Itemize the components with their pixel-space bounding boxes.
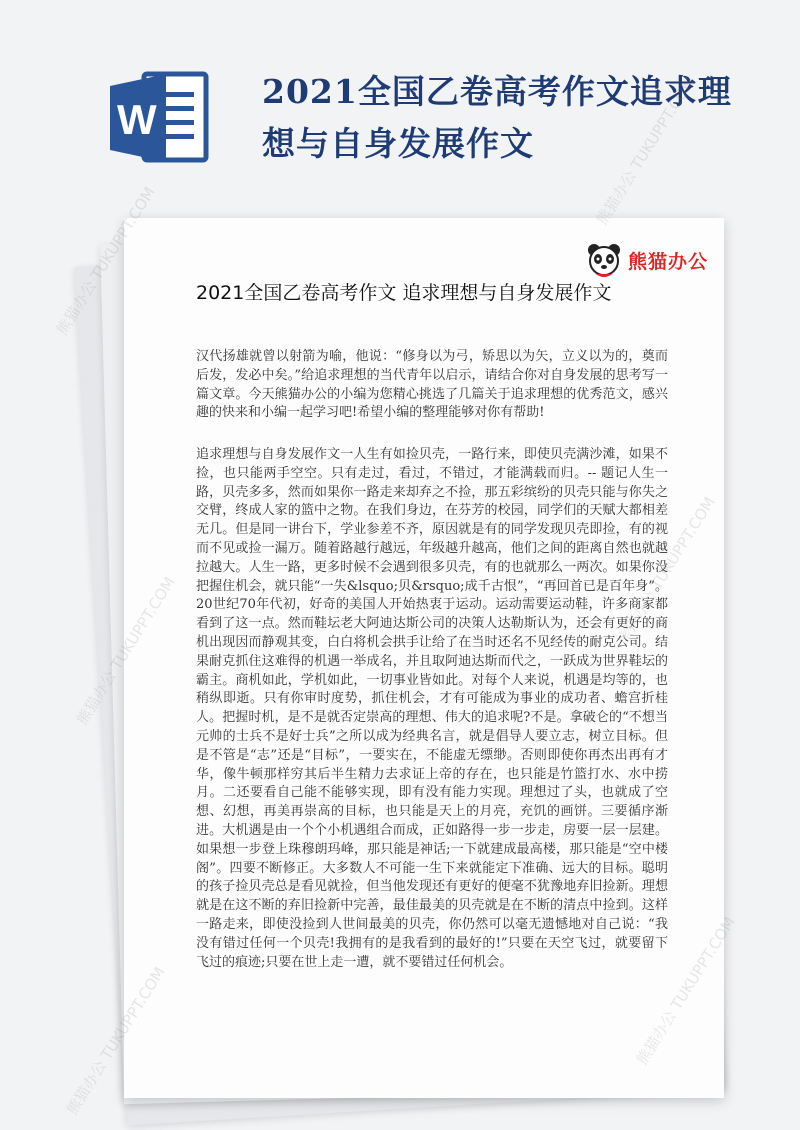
watermark: 熊猫办公 (72, 667, 121, 728)
watermark: 熊猫办公 TUKUPPT.COM (592, 73, 699, 228)
svg-text:W: W (117, 96, 157, 143)
essay-paragraph: 追求理想与自身发展作文一人生有如捡贝壳，一路行来，即使贝壳满沙滩，如果不捡，也只能两手空空。只有走过，看过，不错过，才能满载而归。-- 题记人生一路，贝壳多多，然而如果你一路走来却弃之不捡，那五彩缤纷的贝壳只能与你失之交臂，终成人家的篮中之物。在我们身边，在芬芳的校园，同学们的天赋大都相差无几。但是同一讲台下，学业参差不齐，原因就是有的同学发现贝壳即捡，有的视而不见或捡一漏万。随着路越行越远，年级越升越高，他们之间的距离自然也就越拉越大。人生一路，更多时候不会遇到很多贝壳，有的也就那么一两次。如果你没把握住机会，就只能“一失&lsquo;贝&rsquo;成千古恨”，“再回首已是百年身”。20世纪70年代初，好奇的美国人开始热衷于运动。运动需要运动鞋，许多商家都看到了这一点。然而鞋坛老大阿迪达斯公司的决策人达勒斯认为，还会有更好的商机出现因而静观其变，白白将机会拱手让给了在当时还名不见经传的耐克公司。结果耐克抓住这难得的机遇一举成名，并且取阿迪达斯而代之，一跃成为世界鞋坛的霸主。商机如此，学机如此，一切事业皆如此。对每个人来说，机遇是均等的，也稍纵即逝。只有你审时度势，抓住机会，才有可能成为事业的成功者、蟾宫折桂人。把握时机，是不是就否定崇高的理想、伟大的追求呢?不是。拿破仑的“不想当元帅的士兵不是好士兵”之所以成为经典名言，就是倡导人要立志，树立目标。但是不管是“志”还是“目标”，一要实在，不能虚无缥缈。否则即使你再杰出再有才华，像牛顿那样穷其后半生精力去求证上帝的存在，也只能是竹篮打水、水中捞月。二还要看自己能不能够实现，即有没有能力实现。理想过了头，也就成了空想、幻想，再美再崇高的目标，也只能是天上的月亮，充饥的画饼。三要循序渐进。大机遇是由一个个小机遇组合而成，正如路得一步一步走，房要一层一层建。如果想一步登上珠穆朗玛峰，那只能是神话;一下就建成最高楼，那只能是“空中楼阁”。四要不断修正。大多数人不可能一生下来就能定下准确、远大的目标。聪明的孩子捡贝壳总是看见就捡，但当他发现还有更好的便毫不犹豫地弃旧捡新。理想就是在这不断的弃旧捡新中完善，最佳最美的贝壳就是在不断的清点中捡到。这样一路走来，即使没捡到人世间最美的贝壳，你仍然可以毫无遗憾地对自己说：“我没有错过任何一个贝壳!我拥有的是我看到的最好的!”只要在天空飞过，就要留下飞过的痕迹;只要在世上走一遭，就不要错过任何机会。 (196, 447, 668, 970)
header-title: 2021全国乙卷高考作文追求理想与自身发展作文 (262, 72, 732, 163)
watermark: TUKUPPT.COM (87, 183, 159, 284)
brand-logo (586, 240, 708, 280)
document-page (124, 218, 724, 1098)
preview-header (0, 0, 800, 210)
brand-name: 熊猫办公 (627, 250, 708, 273)
document-title: 2021全国乙卷高考作文 追求理想与自身发展作文 (196, 282, 612, 304)
intro-paragraph: 汉代扬雄就曾以射箭为喻，他说：“修身以为弓，矫思以为矢，立义以为的，奠而后发，发必中矣。”给追求理想的当代青年以启示，请结合你对自身发展的思考写一篇文章。今天熊猫办公的小编为您精心挑选了几篇关于追求理想的优秀范文，感兴趣的快来和小编一起学习吧!希望小编的整理能够对你有帮助! (196, 349, 668, 421)
watermark: 熊猫办公 TUKUPPT.COM (62, 963, 169, 1118)
word-document-icon (106, 68, 218, 168)
panda-logo-icon (586, 242, 622, 278)
